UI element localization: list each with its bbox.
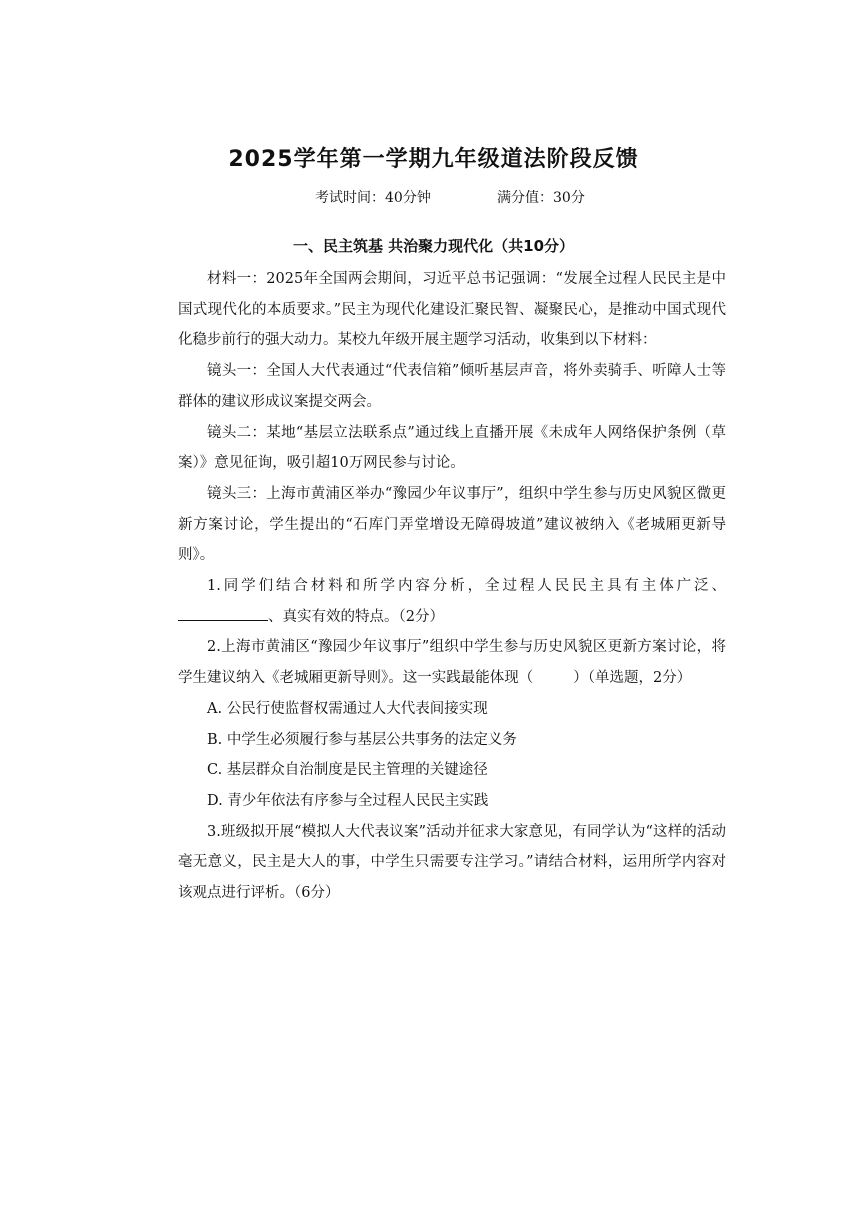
section-heading: 一、民主筑基 共治聚力现代化（共10分） xyxy=(292,237,575,255)
question-2 xyxy=(178,632,726,693)
question-3: 3.班级拟开展“模拟人大代表议案”活动并征求大家意见，有同学认为“这样的活动毫无意义，民主是大人的事，中学生只需要专注学习。”请结合材料，运用所学内容对该观点进行评析。（6分） xyxy=(178,823,726,902)
exam-title: 2025学年第一学期九年级道法阶段反馈 xyxy=(228,147,639,172)
scene-2: 镜头二：某地“基层立法联系点”通过线上直播开展《未成年人网络保护条例（草案）》意见征询，吸引超10万网民参与讨论。 xyxy=(178,424,726,472)
question-2-stem-before: 2.上海市黄浦区“豫园少年议事厅”组织中学生参与历史风貌区更新方案讨论，将学生建议纳入《老城厢更新导则》。这一实践最能体现（ xyxy=(178,639,726,687)
exam-time: 考试时间：40分钟 xyxy=(315,190,431,206)
section-body xyxy=(178,264,726,909)
question-1 xyxy=(178,571,726,632)
question-2-stem-after: ）（单选题，2分） xyxy=(573,670,692,687)
full-score: 满分值：30分 xyxy=(497,190,585,206)
option-c: C. 基层群众自治制度是民主管理的关键途径 xyxy=(207,762,488,779)
scene-3: 镜头三：上海市黄浦区举办“豫园少年议事厅”，组织中学生参与历史风貌区微更新方案讨论，学生提出的“石库门弄堂增设无障碍坡道”建议被纳入《老城厢更新导则》。 xyxy=(178,485,726,564)
scene-1: 镜头一：全国人大代表通过“代表信箱”倾听基层声音，将外卖骑手、听障人士等群体的建议形成议案提交两会。 xyxy=(178,363,726,410)
option-b: B. 中学生必须履行参与基层公共事务的法定义务 xyxy=(207,731,517,748)
option-a: A. 公民行使监督权需通过人大代表间接实现 xyxy=(207,700,488,717)
question-1-before: 1.同学们结合材料和所学内容分析，全过程人民民主具有主体广泛、 xyxy=(207,578,726,595)
option-d: D. 青少年依法有序参与全过程人民民主实践 xyxy=(207,792,489,809)
answer-blank[interactable] xyxy=(178,606,268,621)
material-intro: 材料一：2025年全国两会期间，习近平总书记强调：“发展全过程人民民主是中国式现代化的本质要求。”民主为现代化建设汇聚民智、凝聚民心，是推动中国式现代化稳步前行的强大动力。某校九年级开展主题学习活动，收集到以下材料： xyxy=(178,271,726,349)
question-1-after: 、真实有效的特点。（2分） xyxy=(268,608,444,625)
